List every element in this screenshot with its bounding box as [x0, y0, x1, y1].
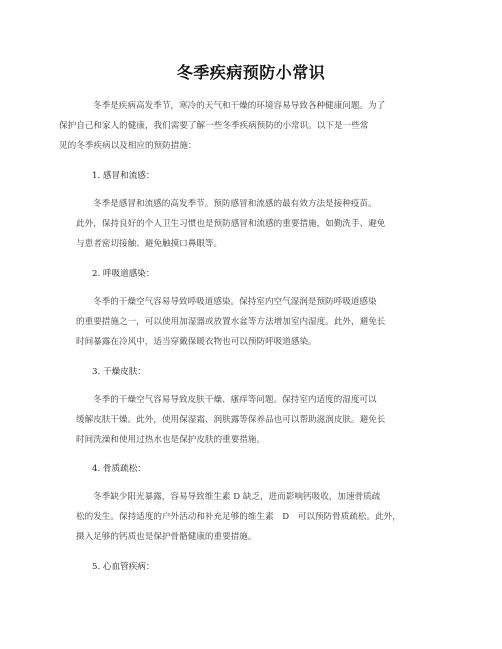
paragraph-line: 时间暴露在冷风中，适当穿戴保暖衣物也可以预防呼吸道感染。 — [76, 337, 317, 347]
intro-line: 冬季是疾病高发季节，寒冷的天气和干燥的环境容易导致各种健康问题。为了 — [93, 101, 386, 111]
section-paragraph-1 — [76, 194, 430, 254]
paragraph-line: 冬季是感冒和流感的高发季节。预防感冒和流感的最有效方法是接种疫苗。 — [93, 199, 377, 209]
section-heading-4: 4. 骨质疏松： — [92, 464, 146, 474]
paragraph-line: 冬季的干燥空气容易导致呼吸道感染。保持室内空气湿润是预防呼吸道感染 — [93, 297, 377, 307]
section-heading-3: 3. 干燥皮肤： — [92, 367, 146, 377]
section-paragraph-2 — [76, 292, 430, 352]
paragraph-line: 摄入足够的钙质也是保护骨骼健康的重要措施。 — [76, 532, 257, 542]
paragraph-line: 时间洗澡和使用过热水也是保护皮肤的重要措施。 — [76, 435, 266, 445]
intro-paragraph — [59, 96, 430, 156]
paragraph-line: 缓解皮肤干燥。此外，使用保湿霜、润肤露等保养品也可以帮助滋润皮肤。避免长 — [76, 415, 386, 425]
paragraph-line: 此外，保持良好的个人卫生习惯也是预防感冒和流感的重要措施，如勤洗手、避免 — [76, 219, 386, 229]
paragraph-line: 的重要措施之一，可以使用加湿器或放置水盆等方法增加室内湿度。此外，避免长 — [76, 317, 386, 327]
intro-line: 见的冬季疾病以及相应的预防措施： — [59, 141, 197, 151]
paragraph-line: 松的发生。保持适度的户外活动和补充足够的维生素 D 可以预防骨质疏松。此外， — [76, 512, 401, 522]
section-heading-2: 2. 呼吸道感染： — [92, 269, 155, 279]
section-paragraph-4 — [76, 487, 430, 547]
intro-line: 保护自己和家人的健康，我们需要了解一些冬季疾病预防的小常识。以下是一些常 — [59, 121, 369, 131]
paragraph-line: 冬季缺少阳光暴露，容易导致维生素 D 缺乏，进而影响钙吸收，加速骨质疏 — [93, 492, 381, 502]
section-heading-5: 5. 心血管疾病： — [92, 562, 155, 572]
section-paragraph-3 — [76, 390, 430, 450]
paragraph-line: 冬季的干燥空气容易导致皮肤干燥、瘙痒等问题。保持室内适度的湿度可以 — [93, 395, 377, 405]
section-heading-1: 1. 感冒和流感： — [92, 171, 155, 181]
paragraph-line: 与患者密切接触、避免触摸口鼻眼等。 — [76, 239, 223, 249]
page-title: 冬季疾病预防小常识 — [176, 63, 326, 82]
